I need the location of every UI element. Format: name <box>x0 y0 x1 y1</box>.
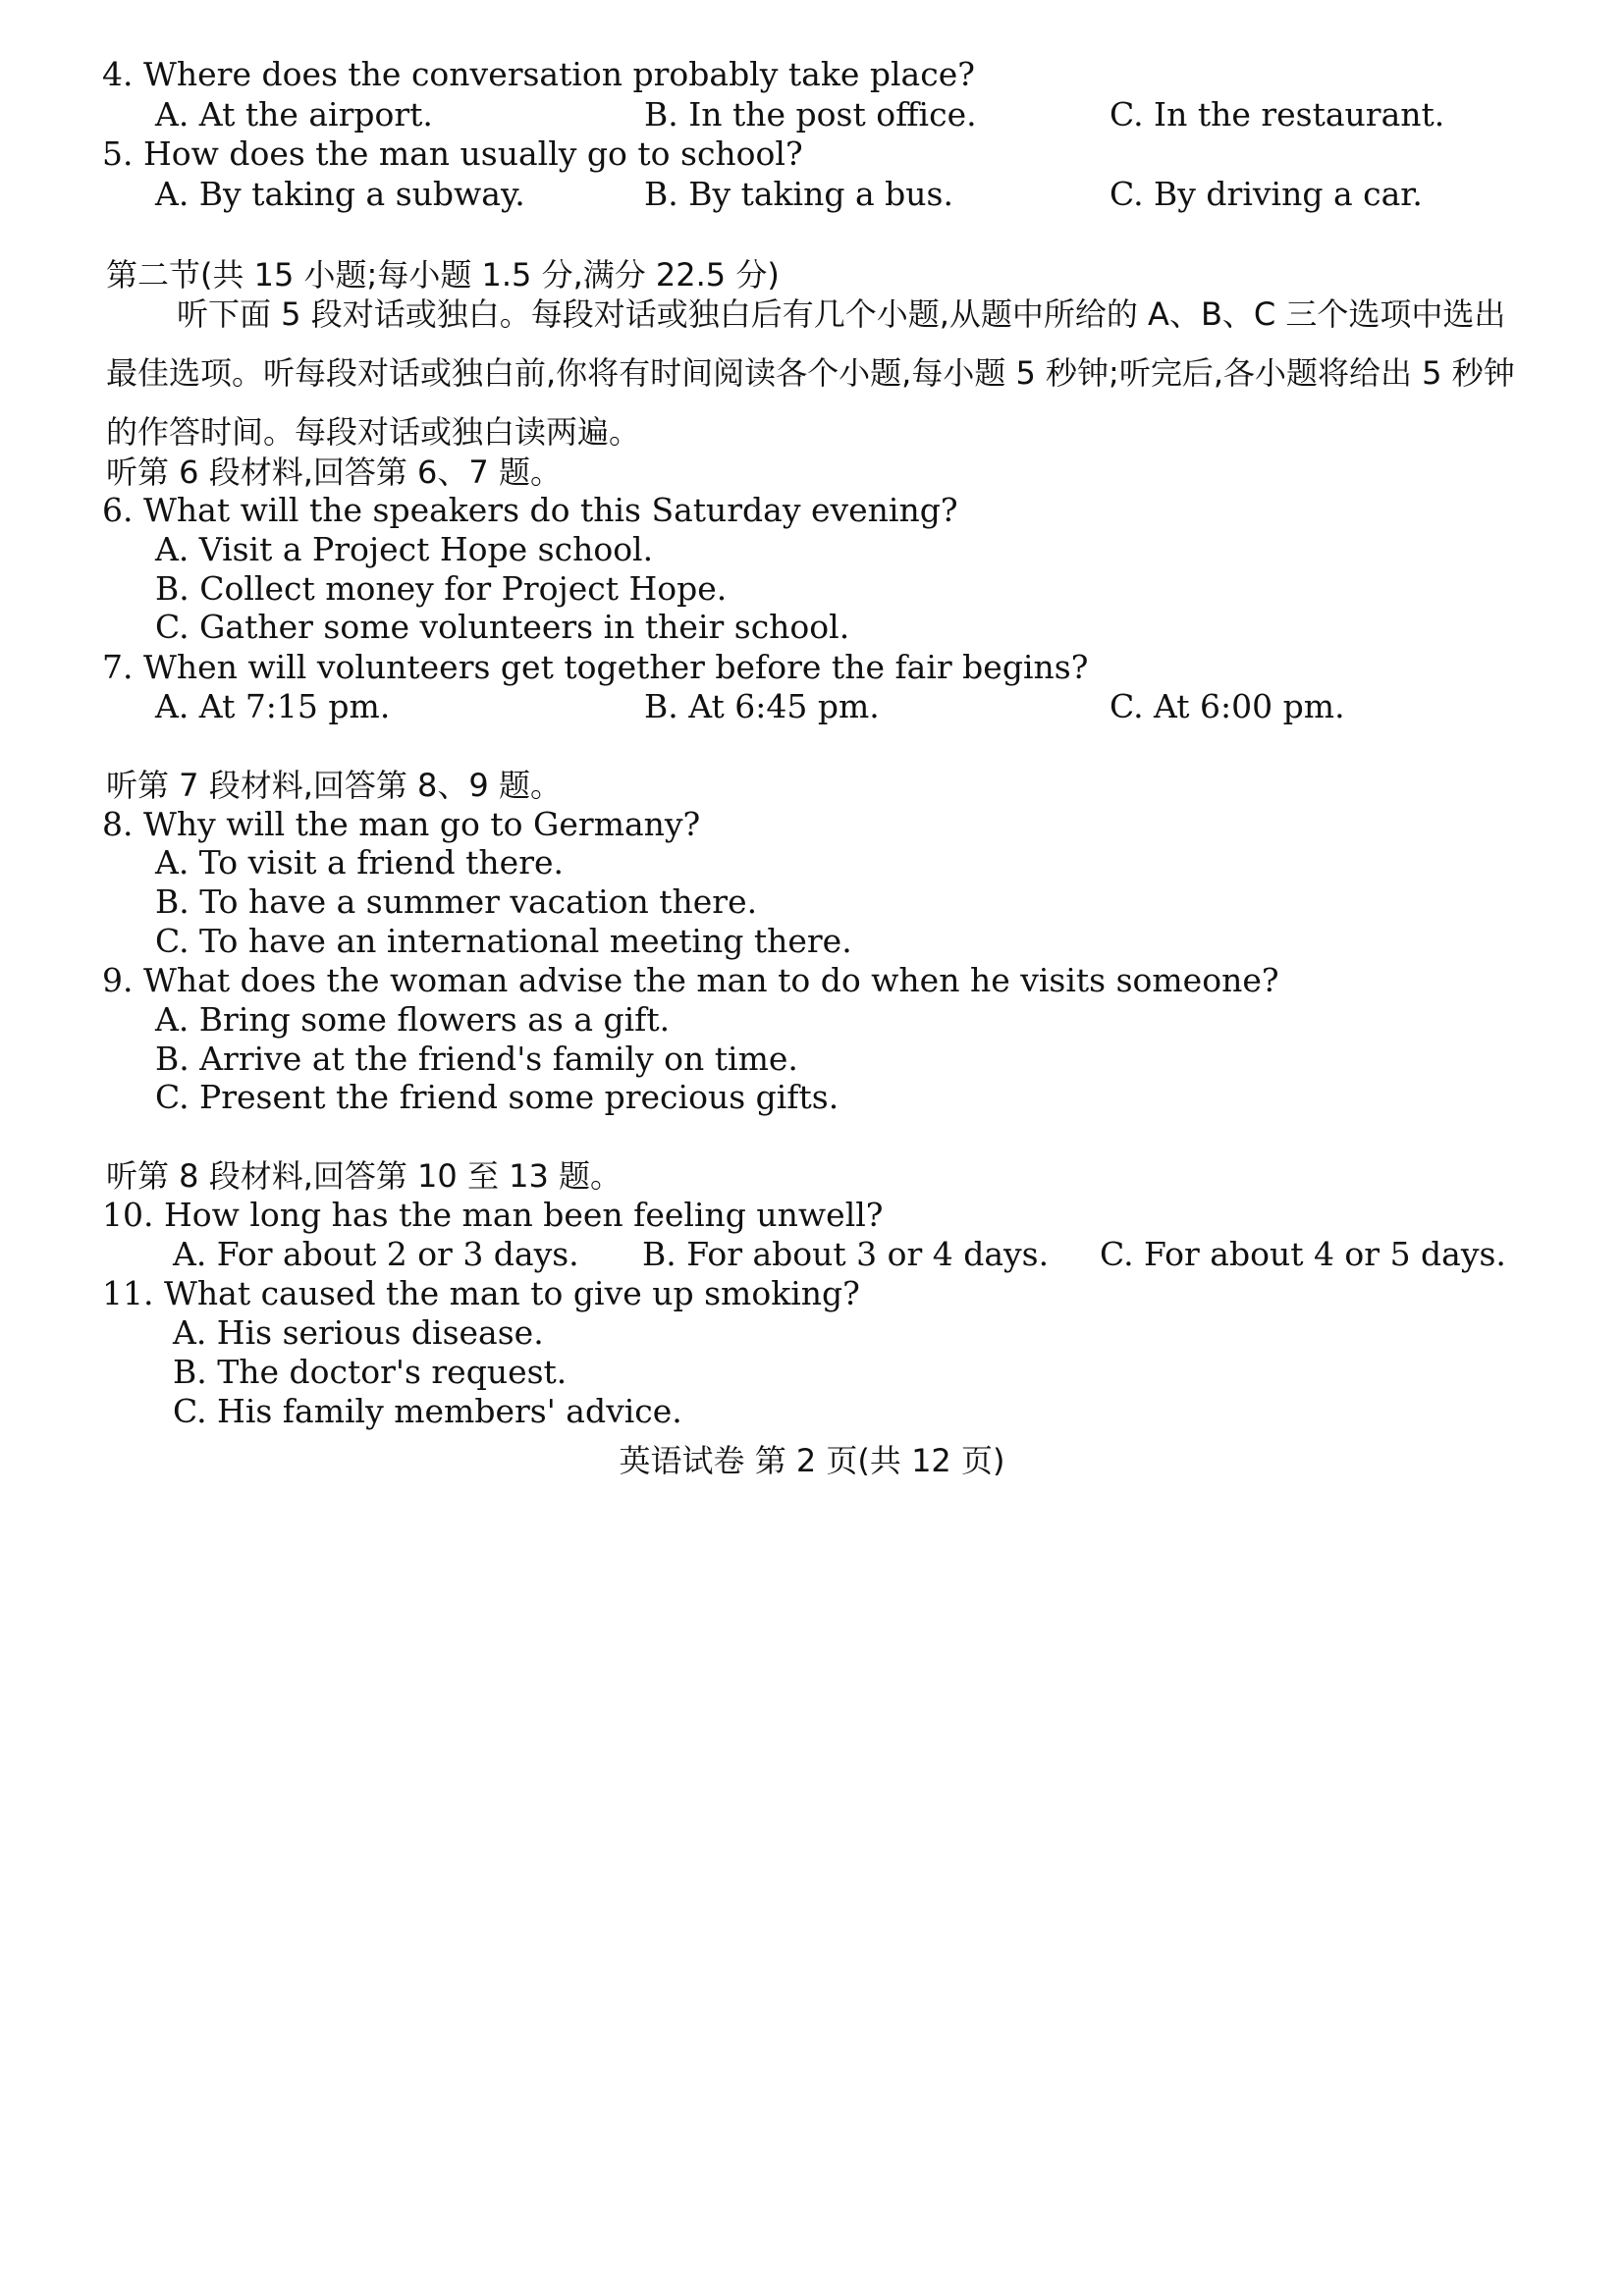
question-5-option-c: C. By driving a car. <box>1110 175 1423 213</box>
material-6-label: 听第 6 段材料,回答第 6、7 题。 <box>106 454 562 491</box>
question-11-stem: 11. What caused the man to give up smoking? <box>102 1274 860 1312</box>
material-7-label: 听第 7 段材料,回答第 8、9 题。 <box>106 767 562 804</box>
question-8-option-b: B. To have a summer vacation there. <box>155 882 758 921</box>
question-9-stem: 9. What does the woman advise the man to do when he visits someone? <box>102 961 1279 999</box>
question-5-option-b: B. By taking a bus. <box>644 175 953 213</box>
question-8-option-c: C. To have an international meeting there. <box>155 922 852 960</box>
question-8-stem: 8. Why will the man go to Germany? <box>102 805 701 843</box>
question-9-option-a: A. Bring some flowers as a gift. <box>155 1000 671 1039</box>
page-footer: 英语试卷 第 2 页(共 12 页) <box>619 1442 1005 1479</box>
question-6-option-b: B. Collect money for Project Hope. <box>155 569 728 608</box>
question-7-option-b: B. At 6:45 pm. <box>644 687 880 725</box>
question-7-option-c: C. At 6:00 pm. <box>1110 687 1345 725</box>
question-5-stem: 5. How does the man usually go to school? <box>102 134 803 173</box>
question-10-option-c: C. For about 4 or 5 days. <box>1100 1235 1506 1273</box>
question-11-option-c: C. His family members' advice. <box>173 1392 682 1430</box>
question-6-stem: 6. What will the speakers do this Saturday evening? <box>102 491 958 529</box>
question-10-option-b: B. For about 3 or 4 days. <box>642 1235 1050 1273</box>
question-4-option-b: B. In the post office. <box>644 95 977 133</box>
question-8-option-a: A. To visit a friend there. <box>155 843 564 881</box>
question-4-option-c: C. In the restaurant. <box>1110 95 1445 133</box>
question-6-option-c: C. Gather some volunteers in their school. <box>155 608 850 646</box>
section-instructions: 听下面 5 段对话或独白。每段对话或独白后有几个小题,从题中所给的 A、B、C 三个选项中选出最佳选项。听每段对话或独白前,你将有时间阅读各个小题,每小题 5 秒钟;听完后,各小题将给出 5 秒钟的作答时间。每段对话或独白读两遍。 <box>106 295 1515 451</box>
question-11-option-b: B. The doctor's request. <box>173 1353 568 1391</box>
question-9-option-c: C. Present the friend some precious gifts. <box>155 1078 839 1116</box>
material-8-label: 听第 8 段材料,回答第 10 至 13 题。 <box>106 1157 623 1195</box>
question-7-stem: 7. When will volunteers get together before the fair begins? <box>102 648 1089 686</box>
section-heading: 第二节(共 15 小题;每小题 1.5 分,满分 22.5 分) <box>106 256 780 294</box>
question-10-stem: 10. How long has the man been feeling unwell? <box>102 1196 884 1234</box>
question-10-option-a: A. For about 2 or 3 days. <box>173 1235 579 1273</box>
question-11-option-a: A. His serious disease. <box>173 1313 544 1352</box>
question-9-option-b: B. Arrive at the friend's family on time. <box>155 1040 798 1078</box>
question-4-stem: 4. Where does the conversation probably take place? <box>102 55 975 93</box>
question-7-option-a: A. At 7:15 pm. <box>155 687 391 725</box>
question-4-option-a: A. At the airport. <box>155 95 433 133</box>
question-5-option-a: A. By taking a subway. <box>155 175 525 213</box>
question-6-option-a: A. Visit a Project Hope school. <box>155 530 654 568</box>
